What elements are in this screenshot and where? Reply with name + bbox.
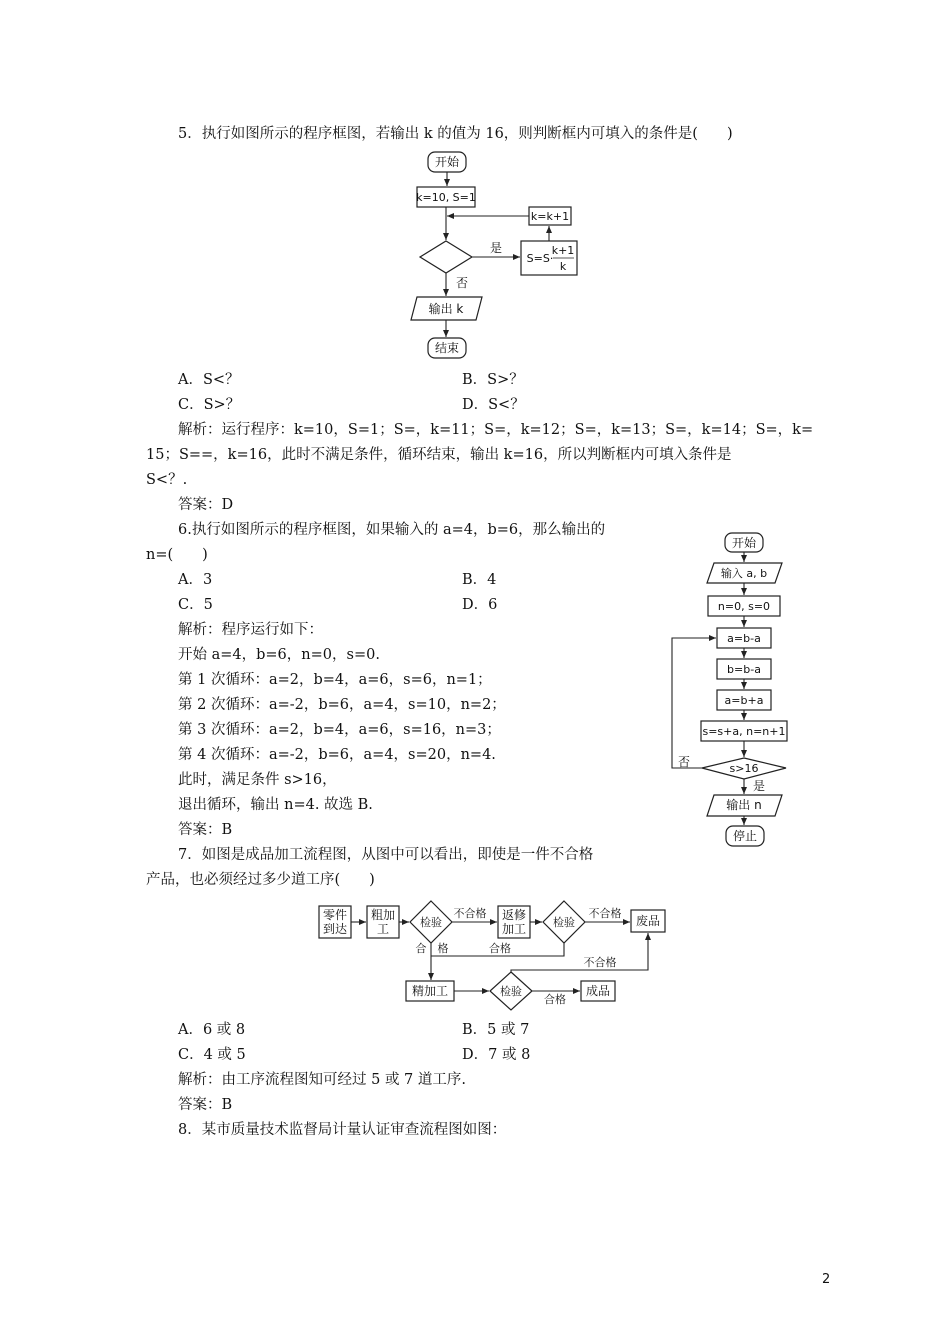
q8-stem: 8．某市质量技术监督局计量认证审查流程图如图： (178, 1122, 507, 1138)
q6-solution-line: 第 1 次循环：a=2，b=4，a=6，s=6，n=1； (178, 672, 492, 688)
q7-option-a: A．6 或 8 (178, 1022, 246, 1038)
q6-end-label: 停止 (732, 829, 758, 843)
q7-fine-label: 精加工 (411, 984, 449, 998)
q7-arrive-label-2: 到达 (322, 922, 348, 936)
q5-solution-line-1: 解析：运行程序：k=10，S=1；S=，k=11；S=，k=12；S=，k=13；S=，k=14；S=，k= (178, 422, 814, 438)
q7-fail-label-3: 不合格 (583, 956, 617, 969)
q7-arrive-label-1: 零件 (322, 908, 348, 922)
q5-option-a: A．S<？ (178, 372, 240, 388)
q6-step-4-label: s=s+a, n=n+1 (702, 725, 786, 738)
q6-start-label: 开始 (731, 536, 757, 550)
q5-start-label: 开始 (434, 155, 460, 169)
q7-option-b: B．5 或 7 (462, 1022, 530, 1038)
q6-stem-line-1: 6.执行如图所示的程序框图，如果输入的 a=4，b=6，那么输出的 (178, 522, 606, 538)
q5-update-denominator: k (559, 260, 567, 273)
q5-no-label: 否 (456, 276, 469, 290)
q5-output-label: 输出 k (428, 302, 464, 316)
q7-option-d: D．7 或 8 (462, 1047, 531, 1063)
q5-answer: 答案：D (178, 497, 234, 513)
q5-end-label: 结束 (434, 341, 460, 355)
q7-stem-line-1: 7．如图是成品加工流程图，从图中可以看出，即使是一件不合格 (178, 847, 594, 863)
q7-stem-line-2: 产品，也必须经过多少道工序( ) (146, 872, 375, 888)
q6-answer: 答案：B (178, 822, 233, 838)
q5-solution-line-3: S<？. (146, 472, 188, 488)
q6-solution-line: 退出循环，输出 n=4. 故选 B. (178, 797, 373, 813)
q7-check-2-label: 检验 (553, 916, 575, 929)
q5-solution-line-2: 15；S==，k=16，此时不满足条件，循环结束，输出 k=16，所以判断框内可填入条件是 (146, 447, 732, 463)
q5-stem: 5．执行如图所示的程序框图，若输出 k 的值为 16，则判断框内可填入的条件是( ) (178, 126, 733, 142)
q7-rework-label-2: 加工 (501, 922, 527, 936)
q7-rework-label-1: 返修 (501, 908, 527, 922)
q6-solution-line: 第 3 次循环：a=2，b=4，a=6，s=16，n=3； (178, 722, 501, 738)
q6-output-label: 输出 n (726, 798, 762, 812)
q6-condition-label: s>16 (729, 762, 759, 775)
q7-check-3-label: 检验 (500, 985, 522, 998)
q5-option-d: D．S<？ (462, 397, 525, 413)
q5-yes-label: 是 (489, 241, 503, 255)
q5-init-label: k=10, S=1 (416, 191, 476, 204)
q6-solution-line: 解析：程序运行如下： (178, 622, 323, 638)
q7-check-1-label: 检验 (420, 916, 442, 929)
q6-step-3-label: a=b+a (724, 694, 764, 707)
q6-option-c: C．5 (178, 597, 213, 613)
q5-update-left: S=S· (526, 252, 554, 265)
q7-pass-label-1: 合 格 (415, 942, 449, 955)
q6-option-b: B．4 (462, 572, 497, 588)
page-number: 2 (822, 1272, 831, 1287)
q5-update-numerator: k+1 (551, 244, 575, 257)
q7-rough-label-1: 粗加 (370, 908, 396, 922)
q6-option-d: D．6 (462, 597, 498, 613)
q7-rough-label-2: 工 (376, 922, 390, 936)
q6-stem-line-2: n=( ) (146, 547, 208, 563)
q5-option-c: C．S>？ (178, 397, 241, 413)
q7-pass-label-2: 合格 (489, 942, 511, 955)
q7-fail-label-2: 不合格 (588, 907, 622, 920)
q6-solution-line: 第 4 次循环：a=-2，b=6，a=4，s=20，n=4. (178, 747, 496, 763)
q6-solution-line: 此时，满足条件 s>16， (178, 772, 337, 788)
q6-solution-line: 第 2 次循环：a=-2，b=6，a=4，s=10，n=2； (178, 697, 506, 713)
q7-product-label: 成品 (585, 984, 611, 998)
q6-input-label: 输入 a, b (720, 567, 768, 580)
q6-step-1-label: a=b-a (727, 632, 761, 645)
q6-solution-line: 开始 a=4，b=6，n=0，s=0. (178, 647, 380, 663)
q5-inc-label: k=k+1 (530, 210, 570, 223)
q7-pass-label-3: 合格 (544, 993, 566, 1006)
q5-option-b: B．S>？ (462, 372, 524, 388)
q7-option-c: C．4 或 5 (178, 1047, 246, 1063)
q6-yes-label: 是 (753, 779, 766, 793)
q7-scrap-label: 废品 (635, 914, 661, 928)
q6-step-2-label: b=b-a (727, 663, 761, 676)
q7-fail-label-1: 不合格 (453, 907, 487, 920)
q7-answer: 答案：B (178, 1097, 233, 1113)
q6-no-label: 否 (678, 755, 691, 769)
q7-solution: 解析：由工序流程图知可经过 5 或 7 道工序. (178, 1072, 466, 1088)
q6-option-a: A．3 (178, 572, 213, 588)
q6-init-label: n=0, s=0 (717, 600, 771, 613)
